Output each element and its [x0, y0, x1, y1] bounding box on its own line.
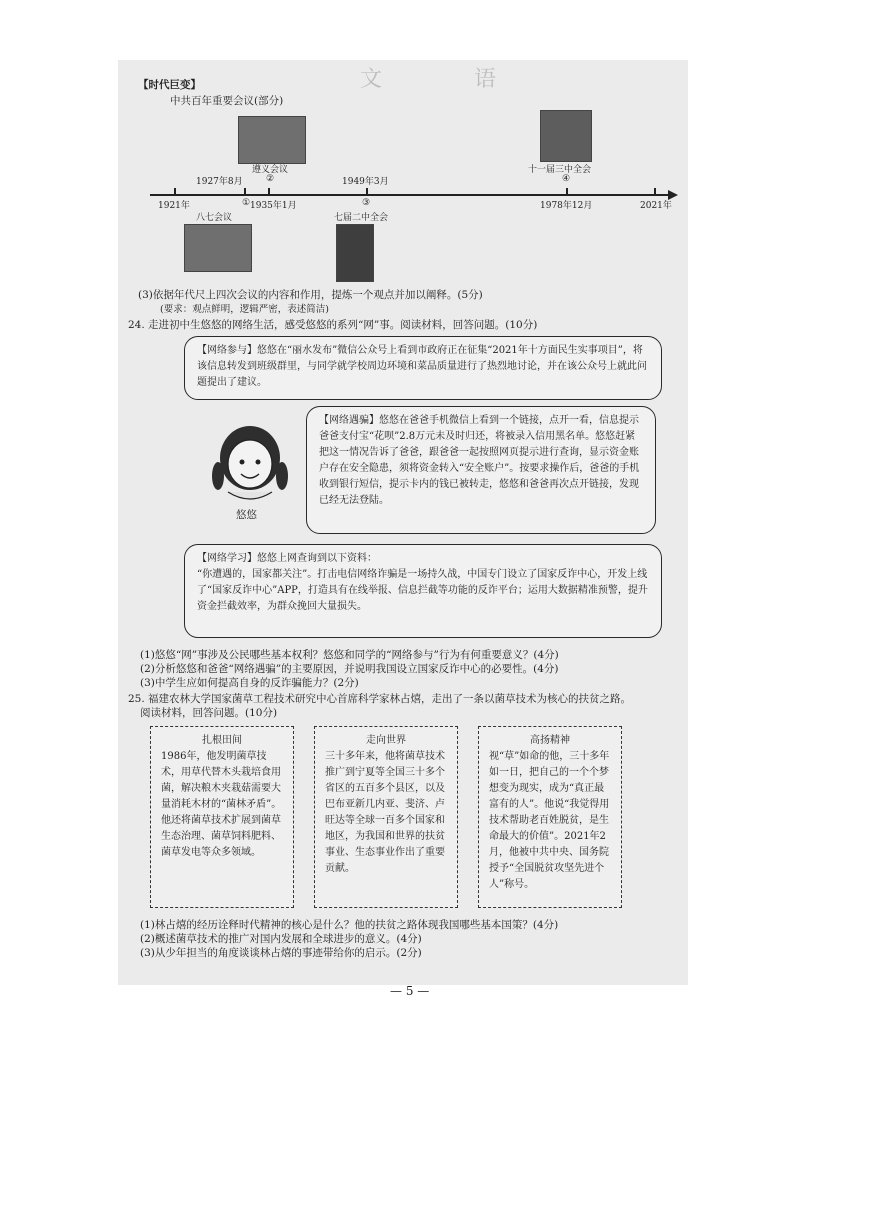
section-tag: 【时代巨变】	[138, 79, 201, 91]
year-label: 2021年	[640, 201, 672, 211]
q24-stem: 24. 走进初中生悠悠的网络生活，感受悠悠的系列“网”事。阅读材料，回答问题。(10分)	[128, 319, 538, 331]
timeline-tick	[654, 188, 656, 196]
material-box-body: 1986年，他发明菌草技术，用草代替木头栽培食用菌，解决粮木夹栽菇需要大量消耗木材的“菌林矛盾”。他还将菌草技术扩展到菌草生态治理、菌草饲料肥料、菌草发电等众多领域。	[161, 751, 282, 858]
material-box-title: 高扬精神	[530, 735, 570, 746]
year-label: 1978年12月	[540, 201, 593, 211]
material-box-body: 三十多年来，他将菌草技术推广到宁夏等全国三十多个省区的五百多个县区，以及巴布亚新几内亚、斐济、卢旺达等全球一百多个国家和地区，为我国和世界的扶贫事业、生态事业作出了重要贡献。	[325, 751, 445, 874]
meeting-label-third-plenum: 十一届三中全会	[528, 165, 592, 175]
timeline-tick	[566, 188, 568, 196]
marker-1: ①	[242, 198, 251, 208]
year-label: 1921年	[158, 201, 190, 211]
q25-question-1: (1)林占熺的经历诠释时代精神的核心是什么？他的扶贫之路体现我国哪些基本国策？(4分)	[140, 919, 559, 931]
material-box-title: 走向世界	[366, 735, 406, 746]
marker-3: ③	[362, 198, 371, 208]
marker-2: ②	[266, 174, 275, 184]
year-label: 1949年3月	[342, 177, 389, 187]
zunyi-meeting-photo	[238, 116, 306, 164]
timeline-axis	[150, 194, 670, 196]
q24-question-1: (1)悠悠“网”事涉及公民哪些基本权利？悠悠和同学的“网络参与”行为有何重要意义？(4分)	[140, 649, 559, 661]
timeline-tick	[174, 188, 176, 196]
faded-page-heading: 文 语	[360, 67, 500, 92]
material-box-going-global	[314, 726, 458, 908]
timeline-tick	[366, 188, 368, 196]
meeting-label-august-seventh: 八七会议	[196, 213, 233, 223]
second-plenum-photo	[336, 224, 374, 282]
material-box-spirit	[478, 726, 622, 908]
third-plenum-photo	[540, 110, 592, 162]
year-label: 1935年1月	[250, 201, 297, 211]
network-learning-box: 【网络学习】悠悠上网查询到以下资料： “你遭遇的，国家都关注”。打击电信网络诈骗是一场持久战，中国专门设立了国家反诈中心，开发上线了“国家反诈中心”APP，打造具有在线举报、信息拦截等功能的反诈平台；运用大数据精准预警，提升资金拦截效率，为群众挽回大量损失。	[184, 544, 662, 638]
q25-question-2: (2)概述菌草技术的推广对国内发展和全球进步的意义。(4分)	[140, 933, 422, 945]
timeline-title: 中共百年重要会议(部分)	[170, 95, 284, 107]
q25-stem-line2: 阅读材料，回答问题。(10分)	[140, 707, 278, 719]
network-scam-box: 【网络遇骗】悠悠在爸爸手机微信上看到一个链接，点开一看，信息提示爸爸支付宝“花呗”2.8万元未及时归还，将被录入信用黑名单。悠悠赶紧把这一情况告诉了爸爸，跟爸爸一起按照网页提示进行查询，显示资金账户存在安全隐患，须将资金转入“安全账户”。按要求操作后，爸爸的手机收到银行短信，提示卡内的钱已被转走，悠悠和爸爸再次点开链接，发现已经无法登陆。	[306, 406, 656, 534]
q23-3-requirement: (要求：观点鲜明，逻辑严密，表述简洁)	[160, 304, 329, 315]
meeting-label-second-plenum: 七届二中全会	[334, 213, 389, 223]
q25-question-3: (3)从少年担当的角度谈谈林占熺的事迹带给你的启示。(2分)	[140, 947, 422, 959]
august-seventh-meeting-photo	[184, 224, 252, 272]
year-label: 1927年8月	[196, 177, 243, 187]
portrait-caption: 悠悠	[236, 509, 257, 521]
material-box-body: 视“草”如命的他，三十多年如一日，把自己的一个个梦想变为现实，成为“真正最富有的人”。他说“我觉得用技术帮助老百姓脱贫，是生命最大的价值”。2021年2月，他被中共中央、国务院授予“全国脱贫攻坚先进个人”称号。	[489, 751, 610, 890]
material-box-rooted-in-fields	[150, 726, 294, 908]
meeting-label-zunyi: 遵义会议	[252, 165, 289, 175]
q25-stem: 25. 福建农林大学国家菌草工程技术研究中心首席科学家林占熺，走出了一条以菌草技术为核心的扶贫之路。	[128, 693, 632, 705]
timeline-tick	[244, 188, 246, 196]
timeline-tick	[268, 188, 270, 196]
network-participation-box: 【网络参与】悠悠在“丽水发布”微信公众号上看到市政府正在征集“2021年十方面民生实事项目”，将该信息转发到班级群里，与同学就学校周边环境和菜品质量进行了热烈地讨论，并在该公众号上就此问题提出了建议。	[184, 336, 662, 400]
page-number: — 5 —	[390, 984, 430, 998]
youyou-portrait	[208, 416, 292, 506]
q24-question-2: (2)分析悠悠和爸爸“网络遇骗”的主要原因，并说明我国设立国家反诈中心的必要性。(4分)	[140, 663, 559, 675]
marker-4: ④	[562, 174, 571, 184]
material-box-title: 扎根田间	[202, 735, 242, 746]
q24-question-3: (3)中学生应如何提高自身的反诈骗能力？(2分)	[140, 677, 359, 689]
q23-3-text: (3)依据年代尺上四次会议的内容和作用，提炼一个观点并加以阐释。(5分)	[138, 289, 483, 301]
